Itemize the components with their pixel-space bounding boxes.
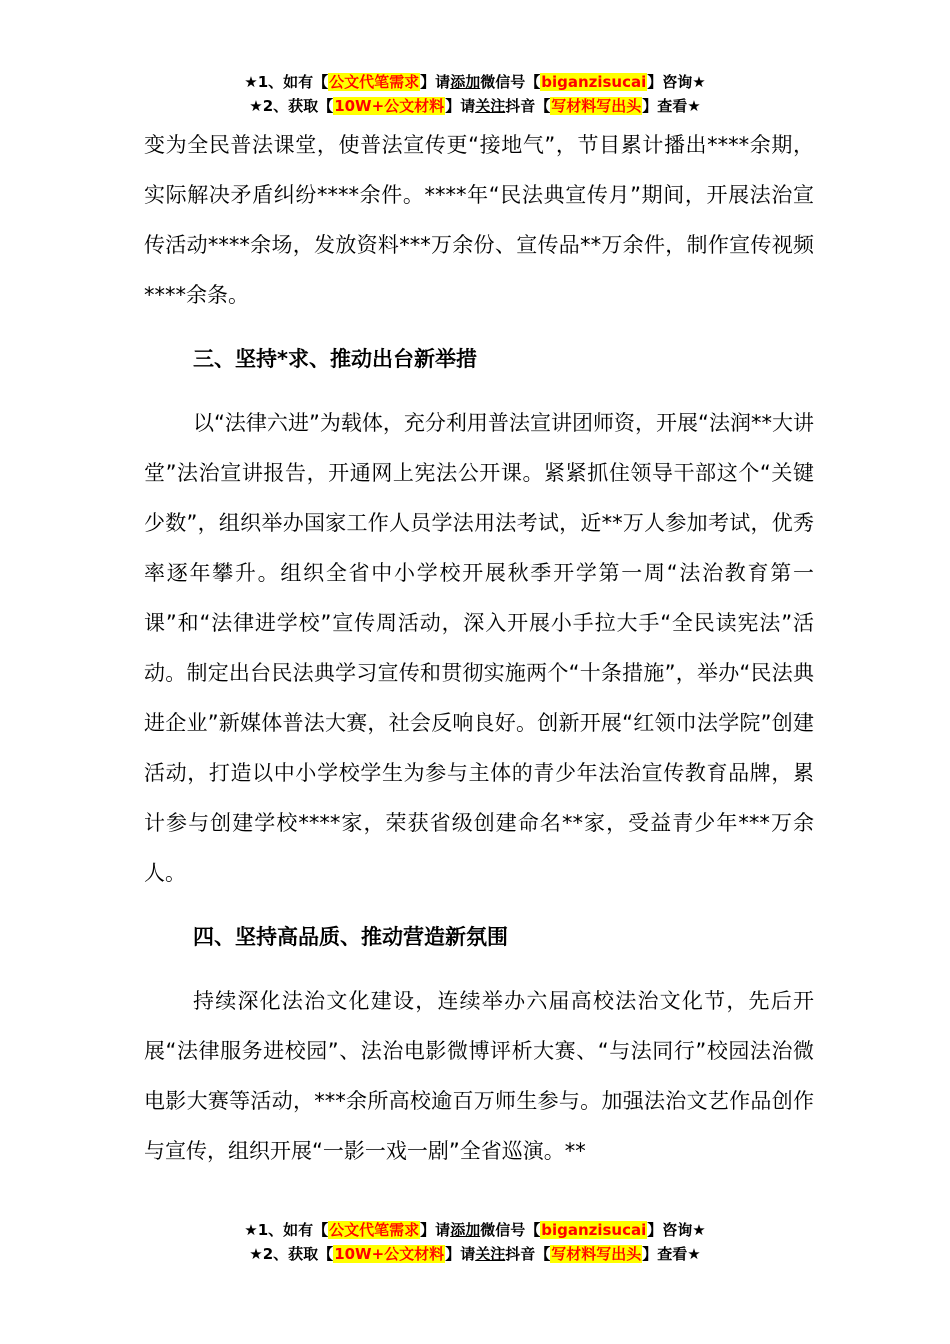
promo-highlight-wechat-id: biganzisucai — [541, 73, 647, 91]
footer-line-1-prefix: ★1、如有【 — [244, 1221, 329, 1239]
promo-line-1-suffix: 】咨询★ — [647, 73, 706, 91]
footer-highlight-wechat-id: biganzisucai — [541, 1221, 647, 1239]
footer-line-1-suffix: 】咨询★ — [647, 1221, 706, 1239]
promo-highlight-materials: 10W+公文材料 — [334, 97, 445, 115]
paragraph-continued: 变为全民普法课堂，使普法宣传更“接地气”，节目累计播出****余期，实际解决矛盾纠纷****余件。****年“民法典宣传月”期间，开展法治宣传活动****余场，发放资料***万余份、宣传品**万余件，制作宣传视频****余条。 — [144, 133, 814, 307]
promo-line-2-prefix: ★2、获取【 — [249, 97, 334, 115]
promo-line-2 — [0, 94, 950, 118]
footer-line-1-text: 】请 — [420, 1221, 451, 1239]
section-heading-4: 四、坚持高品质、推动营造新氛围 — [193, 925, 508, 949]
footer-line-2-prefix: ★2、获取【 — [249, 1245, 334, 1263]
paragraph-section-3: 以“法律六进”为载体，充分利用普法宣讲团师资，开展“法润**大讲堂”法治宣讲报告，开通网上宪法公开课。紧紧抓住领导干部这个“关键少数”，组织举办国家工作人员学法用法考试，近**万人参加考试，优秀率逐年攀升。组织全省中小学校开展秋季开学第一周“法治教育第一课”和“法律进学校”宣传周活动，深入开展小手拉大手“全民读宪法”活动。制定出台民法典学习宣传和贯彻实施两个“十条措施”，举办“民法典进企业”新媒体普法大赛，社会反响良好。创新开展“红领巾法学院”创建活动，打造以中小学校学生为参与主体的青少年法治宣传教育品牌，累计参与创建学校****家，荣获省级创建命名**家，受益青少年***万余人。 — [144, 411, 814, 885]
promo-underlined-add: 添加 — [450, 73, 481, 91]
section-heading-3: 三、坚持*求、推动出台新举措 — [193, 347, 477, 371]
promo-line-2-text-2: 抖音【 — [505, 97, 551, 115]
header-promo — [0, 70, 950, 118]
promo-highlight-ghostwriting: 公文代笔需求 — [329, 73, 420, 91]
footer-underlined-follow: 关注 — [475, 1245, 506, 1263]
promo-line-1-prefix: ★1、如有【 — [244, 73, 329, 91]
footer-highlight-materials: 10W+公文材料 — [334, 1245, 445, 1263]
promo-line-1-text-2: 微信号【 — [480, 73, 541, 91]
paragraph-section-4: 持续深化法治文化建设，连续举办六届高校法治文化节，先后开展“法律服务进校园”、法治电影微博评析大赛、“与法同行”校园法治微电影大赛等活动，***余所高校逾百万师生参与。加强法治文艺作品创作与宣传，组织开展“一影一戏一剧”全省巡演。** — [144, 989, 814, 1163]
document-body — [144, 120, 814, 1176]
promo-line-1 — [0, 70, 950, 94]
footer-line-2-suffix: 】查看★ — [642, 1245, 701, 1263]
promo-underlined-follow: 关注 — [475, 97, 506, 115]
footer-promo-line-1 — [0, 1218, 950, 1242]
footer-line-1-text-2: 微信号【 — [480, 1221, 541, 1239]
promo-line-2-suffix: 】查看★ — [642, 97, 701, 115]
footer-highlight-ghostwriting: 公文代笔需求 — [329, 1221, 420, 1239]
footer-line-2-text-2: 抖音【 — [505, 1245, 551, 1263]
footer-underlined-add: 添加 — [450, 1221, 481, 1239]
footer-promo — [0, 1218, 950, 1266]
footer-line-2-text: 】请 — [445, 1245, 476, 1263]
promo-line-1-text: 】请 — [420, 73, 451, 91]
footer-promo-line-2 — [0, 1242, 950, 1266]
promo-highlight-douyin: 写材料写出头 — [551, 97, 642, 115]
promo-line-2-text: 】请 — [445, 97, 476, 115]
footer-highlight-douyin: 写材料写出头 — [551, 1245, 642, 1263]
